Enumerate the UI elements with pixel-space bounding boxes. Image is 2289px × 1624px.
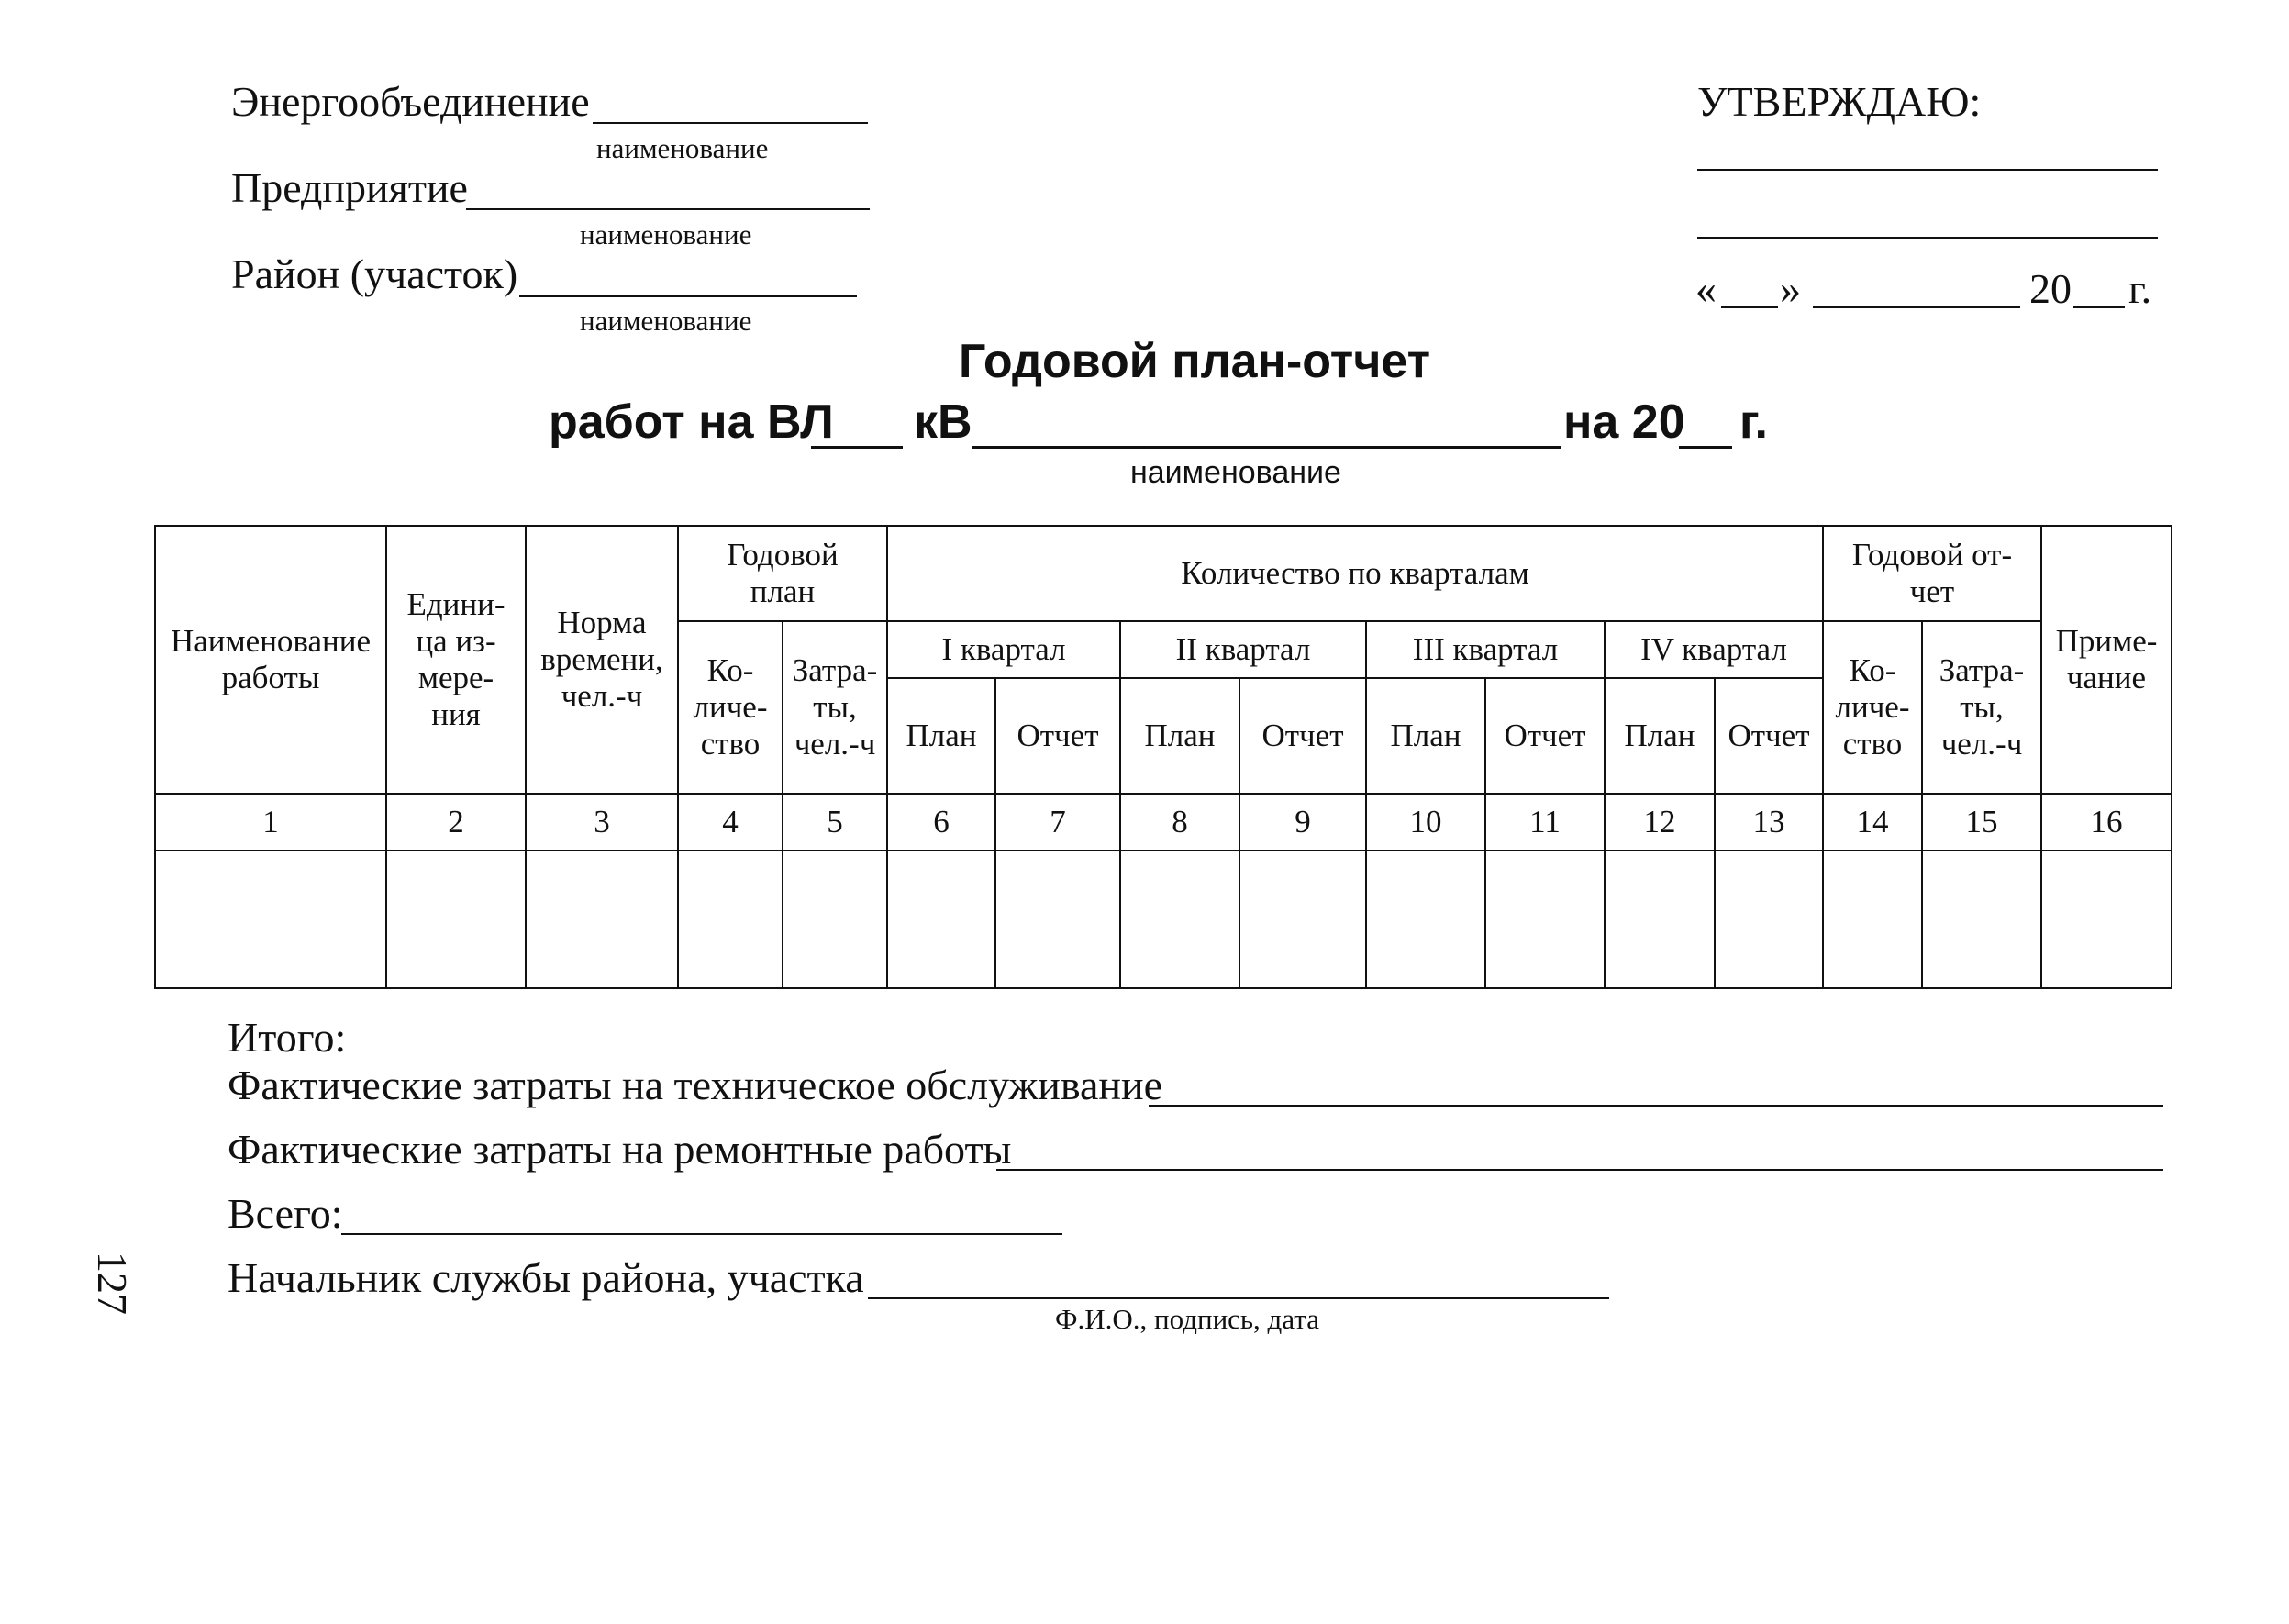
- cell-plan-quantity[interactable]: [678, 851, 783, 988]
- col-header-time-norm: Норма времени, чел.-ч: [526, 526, 678, 794]
- cell-q1-report[interactable]: [995, 851, 1120, 988]
- col-header-plan-costs: Затра- ты, чел.-ч: [783, 621, 887, 794]
- col-header-q4-report: Отчет: [1715, 678, 1823, 794]
- col-header-annual-report: Годовой от- чет: [1823, 526, 2041, 621]
- repair-costs-label: Фактические затраты на ремонтные работы: [228, 1126, 1012, 1173]
- all-costs-line[interactable]: [341, 1233, 1062, 1235]
- enterprise-name-caption: наименование: [580, 218, 752, 250]
- col-header-by-quarters: Количество по кварталам: [887, 526, 1823, 621]
- col-number: 8: [1120, 794, 1239, 851]
- col-number: 10: [1366, 794, 1485, 851]
- col-header-q1-report: Отчет: [995, 678, 1120, 794]
- org-label: Энергообъединение: [231, 78, 590, 125]
- district-field-line[interactable]: [519, 295, 857, 297]
- col-number: 11: [1485, 794, 1605, 851]
- col-number: 5: [783, 794, 887, 851]
- cell-plan-costs[interactable]: [783, 851, 887, 988]
- district-name-caption: наименование: [580, 305, 752, 337]
- title-line2-part2: кВ: [914, 395, 972, 449]
- approve-label: УТВЕРЖДАЮ:: [1697, 78, 1982, 125]
- cell-unit[interactable]: [386, 851, 526, 988]
- title-line2-part4: г.: [1739, 395, 1768, 449]
- date-open-quote: «: [1695, 265, 1717, 312]
- cell-q4-plan[interactable]: [1605, 851, 1715, 988]
- chief-sign-line[interactable]: [868, 1297, 1609, 1299]
- maint-costs-line[interactable]: [1149, 1105, 2163, 1107]
- repair-costs-line[interactable]: [996, 1169, 2163, 1171]
- col-header-unit: Едини- ца из- мере- ния: [386, 526, 526, 794]
- total-label: Итого:: [228, 1014, 347, 1061]
- sign-caption: Ф.И.О., подпись, дата: [1055, 1303, 1319, 1335]
- title-year-line[interactable]: [1679, 446, 1732, 449]
- col-number: 1: [155, 794, 386, 851]
- approve-line-1[interactable]: [1697, 169, 2158, 171]
- col-header-annual-plan: Годовой план: [678, 526, 887, 621]
- cell-time-norm[interactable]: [526, 851, 678, 988]
- enterprise-field-line[interactable]: [466, 208, 870, 210]
- cell-q4-report[interactable]: [1715, 851, 1823, 988]
- title-kv-line[interactable]: [811, 446, 903, 449]
- col-header-plan-quantity: Ко- личе- ство: [678, 621, 783, 794]
- title-caption: наименование: [1130, 455, 1341, 490]
- doc-title: Годовой план-отчет: [959, 335, 1431, 388]
- cell-note[interactable]: [2041, 851, 2172, 988]
- district-label: Район (участок): [231, 250, 518, 297]
- page-number: 127: [89, 1251, 136, 1315]
- date-year-suffix: г.: [2128, 265, 2152, 312]
- cell-q2-plan[interactable]: [1120, 851, 1239, 988]
- title-name-line[interactable]: [972, 446, 1561, 449]
- col-header-q4-plan: План: [1605, 678, 1715, 794]
- col-header-q3-report: Отчет: [1485, 678, 1605, 794]
- cell-q2-report[interactable]: [1239, 851, 1366, 988]
- title-line2-part1: работ на ВЛ: [549, 395, 834, 449]
- col-header-q2-plan: План: [1120, 678, 1239, 794]
- col-header-q2-report: Отчет: [1239, 678, 1366, 794]
- cell-report-costs[interactable]: [1922, 851, 2041, 988]
- cell-q3-plan[interactable]: [1366, 851, 1485, 988]
- col-number: 3: [526, 794, 678, 851]
- col-number: 4: [678, 794, 783, 851]
- date-month-line[interactable]: [1813, 306, 2020, 308]
- col-header-report-quantity: Ко- личе- ство: [1823, 621, 1922, 794]
- col-number: 16: [2041, 794, 2172, 851]
- chief-label: Начальник службы района, участка: [228, 1254, 864, 1301]
- col-header-note: Приме- чание: [2041, 526, 2172, 794]
- col-header-report-costs: Затра- ты, чел.-ч: [1922, 621, 2041, 794]
- cell-report-quantity[interactable]: [1823, 851, 1922, 988]
- col-header-work-name: Наименование работы: [155, 526, 386, 794]
- date-year-prefix: 20: [2029, 265, 2072, 312]
- org-name-caption: наименование: [596, 132, 769, 164]
- col-header-q3: III квартал: [1366, 621, 1605, 678]
- maint-costs-label: Фактические затраты на техническое обслуживание: [228, 1062, 1163, 1108]
- cell-q1-plan[interactable]: [887, 851, 995, 988]
- all-costs-label: Всего:: [228, 1190, 343, 1237]
- cell-work-name[interactable]: [155, 851, 386, 988]
- col-header-q4: IV квартал: [1605, 621, 1823, 678]
- col-number: 2: [386, 794, 526, 851]
- title-line2-part3: на 20: [1563, 395, 1685, 449]
- date-day-line[interactable]: [1721, 306, 1778, 308]
- date-close-quote: »: [1780, 265, 1801, 312]
- approve-line-2[interactable]: [1697, 237, 2158, 239]
- enterprise-label: Предприятие: [231, 164, 468, 211]
- cell-q3-report[interactable]: [1485, 851, 1605, 988]
- col-header-q1-plan: План: [887, 678, 995, 794]
- col-number: 14: [1823, 794, 1922, 851]
- col-number: 13: [1715, 794, 1823, 851]
- col-number: 6: [887, 794, 995, 851]
- col-number: 7: [995, 794, 1120, 851]
- col-header-q2: II квартал: [1120, 621, 1366, 678]
- date-year-line[interactable]: [2073, 306, 2125, 308]
- col-header-q1: I квартал: [887, 621, 1120, 678]
- col-header-q3-plan: План: [1366, 678, 1485, 794]
- col-number: 15: [1922, 794, 2041, 851]
- plan-report-table: [154, 525, 2172, 989]
- col-number: 12: [1605, 794, 1715, 851]
- org-field-line[interactable]: [593, 122, 868, 124]
- table-row: [155, 851, 2172, 988]
- col-number: 9: [1239, 794, 1366, 851]
